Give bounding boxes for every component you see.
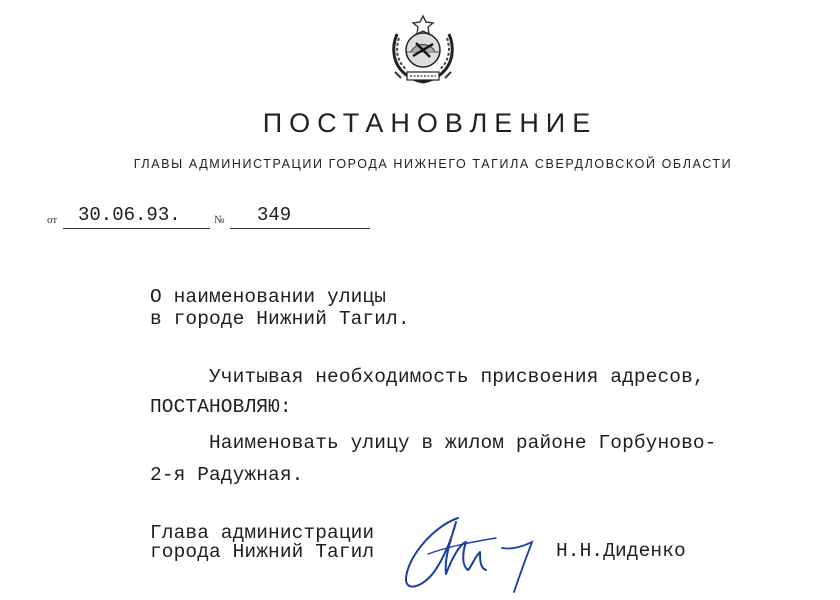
- number-label: №: [214, 214, 225, 226]
- signatory-name: Н.Н.Диденко: [556, 540, 686, 562]
- decision-line-1: Наименовать улицу в жилом районе Горбуново-: [209, 432, 717, 454]
- document-number: 349: [257, 204, 292, 226]
- document-title: ПОСТАНОВЛЕНИЕ: [262, 108, 598, 138]
- date-underline: [63, 228, 210, 229]
- number-underline: [230, 228, 370, 229]
- date-label: от: [47, 214, 58, 226]
- signatory-position-line-1: Глава администрации: [150, 522, 375, 544]
- preamble-text: Учитывая необходимость присвоения адресов,: [209, 366, 705, 388]
- issuer-line: ГЛАВЫ АДМИНИСТРАЦИИ ГОРОДА НИЖНЕГО ТАГИЛА СВЕРДЛОВСКОЙ ОБЛАСТИ: [133, 157, 733, 171]
- handwritten-signature: [400, 508, 550, 600]
- subject-line-1: О наименовании улицы: [150, 286, 387, 308]
- signatory-position-line-2: города Нижний Тагил: [150, 541, 375, 563]
- resolve-text: ПОСТАНОВЛЯЮ:: [150, 396, 292, 418]
- subject-line-2: в городе Нижний Тагил.: [150, 308, 410, 330]
- document-date: 30.06.93.: [78, 204, 181, 226]
- decision-line-2: 2-я Радужная.: [150, 464, 304, 486]
- rsfsr-coat-of-arms-icon: [385, 12, 461, 88]
